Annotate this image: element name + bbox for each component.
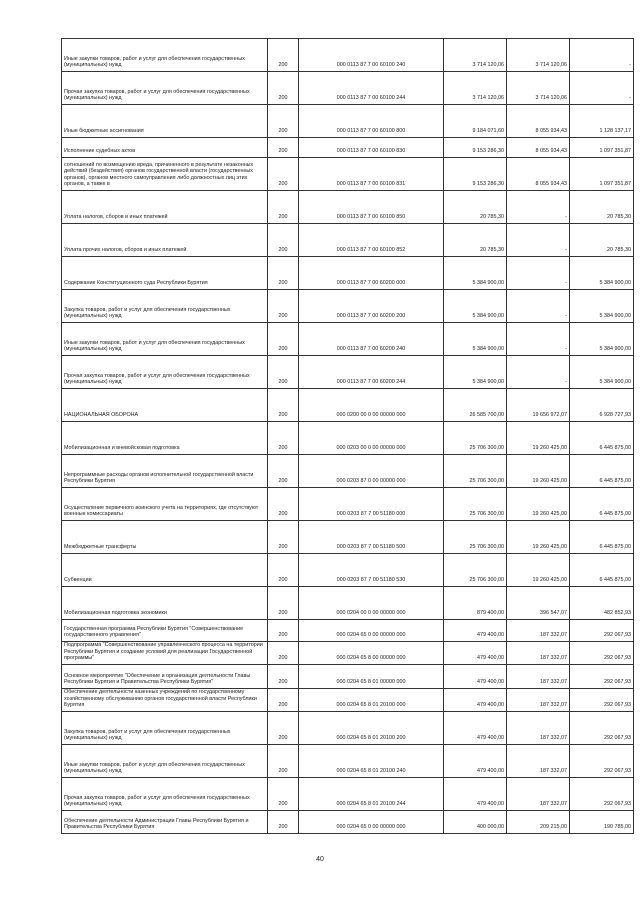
row-name: Иные закупки товаров, работ и услуг для обеспечения государственных (муниципальных) нужд <box>62 323 268 356</box>
row-classification-code: 000 0203 87 7 00 51180 000 <box>299 488 444 521</box>
row-unexecuted-amount: - <box>570 72 634 105</box>
row-unexecuted-amount: 190 785,00 <box>570 811 634 834</box>
row-executed-amount: 187 332,07 <box>507 642 570 665</box>
row-classification-code: 000 0204 00 0 00 00000 000 <box>299 587 444 620</box>
row-name: Иные закупки товаров, работ и услуг для обеспечения государственных (муниципальных) нужд <box>62 39 268 72</box>
row-executed-amount: 3 714 120,06 <box>507 39 570 72</box>
row-unexecuted-amount: 292 067,93 <box>570 778 634 811</box>
row-line-code: 200 <box>268 811 299 834</box>
table-row <box>62 422 634 455</box>
row-classification-code: 000 0113 87 7 00 60200 244 <box>299 356 444 389</box>
row-line-code: 200 <box>268 105 299 138</box>
page-number: 40 <box>316 856 324 863</box>
table-row <box>62 257 634 290</box>
row-executed-amount: 187 332,07 <box>507 778 570 811</box>
row-executed-amount: 8 055 934,43 <box>507 105 570 138</box>
row-name: Исполнение судебных актов <box>62 138 268 158</box>
row-executed-amount: 187 332,07 <box>507 689 570 712</box>
row-classification-code: 000 0113 87 7 00 60100 831 <box>299 158 444 191</box>
row-executed-amount: - <box>507 323 570 356</box>
table-row <box>62 224 634 257</box>
document-page <box>61 38 631 846</box>
row-line-code: 200 <box>268 689 299 712</box>
row-classification-code: 000 0204 65 0 00 00000 000 <box>299 620 444 642</box>
row-approved-amount: 20 785,30 <box>444 224 507 257</box>
row-classification-code: 000 0113 87 7 00 60200 000 <box>299 257 444 290</box>
row-executed-amount: - <box>507 290 570 323</box>
row-unexecuted-amount: 5 384 900,00 <box>570 356 634 389</box>
row-name: Обеспечение деятельности Администрации Главы Республики Бурятия и Правительства Республики Бурятия <box>62 811 268 834</box>
row-classification-code: 000 0204 65 8 01 20100 200 <box>299 712 444 745</box>
row-line-code: 200 <box>268 290 299 323</box>
row-approved-amount: 479 400,00 <box>444 712 507 745</box>
table-row <box>62 712 634 745</box>
row-executed-amount: 8 055 934,43 <box>507 158 570 191</box>
row-approved-amount: 400 000,00 <box>444 811 507 834</box>
row-unexecuted-amount: 292 067,93 <box>570 642 634 665</box>
row-executed-amount: 396 547,07 <box>507 587 570 620</box>
row-line-code: 200 <box>268 138 299 158</box>
row-line-code: 200 <box>268 642 299 665</box>
table-row <box>62 521 634 554</box>
row-approved-amount: 479 400,00 <box>444 745 507 778</box>
row-line-code: 200 <box>268 191 299 224</box>
row-classification-code: 000 0204 65 8 01 20100 240 <box>299 745 444 778</box>
row-approved-amount: 26 585 700,00 <box>444 389 507 422</box>
row-unexecuted-amount: 292 067,93 <box>570 712 634 745</box>
table-row <box>62 642 634 665</box>
row-classification-code: 000 0113 87 7 00 60100 852 <box>299 224 444 257</box>
row-approved-amount: 25 706 300,00 <box>444 521 507 554</box>
row-approved-amount: 5 384 900,00 <box>444 290 507 323</box>
row-approved-amount: 479 400,00 <box>444 778 507 811</box>
row-line-code: 200 <box>268 778 299 811</box>
table-row <box>62 323 634 356</box>
row-executed-amount: 187 332,07 <box>507 745 570 778</box>
table-row <box>62 290 634 323</box>
row-executed-amount: 19 260 425,00 <box>507 422 570 455</box>
table-row <box>62 778 634 811</box>
row-line-code: 200 <box>268 587 299 620</box>
row-executed-amount: - <box>507 224 570 257</box>
row-name: Осуществление первичного воинского учета на территориях, где отсутствуют военные комиссариаты <box>62 488 268 521</box>
row-unexecuted-amount: 1 128 137,17 <box>570 105 634 138</box>
row-unexecuted-amount: 1 097 351,87 <box>570 158 634 191</box>
row-unexecuted-amount: 6 445 875,00 <box>570 554 634 587</box>
row-line-code: 200 <box>268 712 299 745</box>
row-line-code: 200 <box>268 665 299 689</box>
table-row <box>62 455 634 488</box>
table-row <box>62 554 634 587</box>
row-name: Закупка товаров, работ и услуг для обеспечения государственных (муниципальных) нужд <box>62 290 268 323</box>
row-approved-amount: 3 714 120,06 <box>444 72 507 105</box>
row-classification-code: 000 0203 87 0 00 00000 000 <box>299 455 444 488</box>
table-row <box>62 72 634 105</box>
row-approved-amount: 25 706 300,00 <box>444 554 507 587</box>
row-approved-amount: 479 400,00 <box>444 665 507 689</box>
table-row <box>62 745 634 778</box>
row-classification-code: 000 0113 87 7 00 60100 240 <box>299 39 444 72</box>
row-approved-amount: 25 706 300,00 <box>444 422 507 455</box>
row-approved-amount: 879 400,00 <box>444 587 507 620</box>
row-classification-code: 000 0200 00 0 00 00000 000 <box>299 389 444 422</box>
row-unexecuted-amount: 1 097 351,87 <box>570 138 634 158</box>
table-row <box>62 356 634 389</box>
row-name: Непрограммные расходы органов исполнительной государственной власти Республики Бурятия <box>62 455 268 488</box>
row-line-code: 200 <box>268 488 299 521</box>
row-executed-amount: 19 260 425,00 <box>507 521 570 554</box>
row-executed-amount: 187 332,07 <box>507 665 570 689</box>
row-line-code: 200 <box>268 224 299 257</box>
row-unexecuted-amount: 292 067,93 <box>570 665 634 689</box>
table-row <box>62 39 634 72</box>
row-approved-amount: 25 706 300,00 <box>444 455 507 488</box>
row-classification-code: 000 0113 87 7 00 60200 240 <box>299 323 444 356</box>
table-row <box>62 689 634 712</box>
row-approved-amount: 5 384 900,00 <box>444 323 507 356</box>
budget-execution-table <box>61 38 634 834</box>
row-name: Подпрограмма "Совершенствование управленческого процесса на территории Республики Бурятия и создание условий для реализации Государственной программы" <box>62 642 268 665</box>
row-executed-amount: - <box>507 257 570 290</box>
row-name: Уплата налогов, сборов и иных платежей <box>62 191 268 224</box>
row-name: Содержание Конституционного суда Республики Бурятия <box>62 257 268 290</box>
row-unexecuted-amount: 6 445 875,00 <box>570 521 634 554</box>
row-approved-amount: 3 714 120,06 <box>444 39 507 72</box>
table-row <box>62 138 634 158</box>
row-name: Иные бюджетные ассигнования <box>62 105 268 138</box>
row-name: Мобилизационная и вневойсковая подготовка <box>62 422 268 455</box>
row-executed-amount: 19 260 425,00 <box>507 455 570 488</box>
table-row <box>62 389 634 422</box>
row-classification-code: 000 0203 00 0 00 00000 000 <box>299 422 444 455</box>
row-executed-amount: 187 332,07 <box>507 620 570 642</box>
table-row <box>62 105 634 138</box>
row-line-code: 200 <box>268 257 299 290</box>
table-row <box>62 488 634 521</box>
row-classification-code: 000 0204 65 8 01 00000 000 <box>299 665 444 689</box>
row-executed-amount: - <box>507 191 570 224</box>
row-executed-amount: 8 055 934,43 <box>507 138 570 158</box>
table-row <box>62 191 634 224</box>
row-line-code: 200 <box>268 72 299 105</box>
row-line-code: 200 <box>268 39 299 72</box>
row-name: Межбюджетные трансферты <box>62 521 268 554</box>
row-line-code: 200 <box>268 323 299 356</box>
row-approved-amount: 9 184 071,60 <box>444 105 507 138</box>
row-executed-amount: 3 714 120,06 <box>507 72 570 105</box>
row-name: Прочая закупка товаров, работ и услуг для обеспечения государственных (муниципальных) нужд <box>62 72 268 105</box>
row-name: Иные закупки товаров, работ и услуг для обеспечения государственных (муниципальных) нужд <box>62 745 268 778</box>
row-line-code: 200 <box>268 356 299 389</box>
row-name: Основное мероприятие "Обеспечение и организация деятельности Главы Республики Бурятия и Правительства Республики Бурятия" <box>62 665 268 689</box>
row-classification-code: 000 0204 65 8 01 20100 000 <box>299 689 444 712</box>
row-classification-code: 000 0204 65 0 00 00000 000 <box>299 811 444 834</box>
row-unexecuted-amount: 292 067,93 <box>570 745 634 778</box>
row-unexecuted-amount: 6 445 875,00 <box>570 488 634 521</box>
row-unexecuted-amount: 6 928 727,93 <box>570 389 634 422</box>
row-approved-amount: 5 384 900,00 <box>444 257 507 290</box>
row-unexecuted-amount: 20 785,30 <box>570 224 634 257</box>
row-executed-amount: 19 260 425,00 <box>507 554 570 587</box>
row-name: Мобилизационная подготовка экономики <box>62 587 268 620</box>
row-classification-code: 000 0113 87 7 00 60100 244 <box>299 72 444 105</box>
row-line-code: 200 <box>268 455 299 488</box>
row-name: Государственная программа Республики Бурятия "Совершенствование государственного управления" <box>62 620 268 642</box>
row-line-code: 200 <box>268 158 299 191</box>
row-unexecuted-amount: 5 384 900,00 <box>570 290 634 323</box>
row-unexecuted-amount: 292 067,93 <box>570 689 634 712</box>
row-approved-amount: 25 706 300,00 <box>444 488 507 521</box>
row-line-code: 200 <box>268 422 299 455</box>
row-name: сотношений по возмещению вреда, причиненного в результате незаконных действий (бездействия) органов государственной власти (государственных органов), органов местного самоуправления либо должностных лиц этих органов, а также в <box>62 158 268 191</box>
row-name: Прочая закупка товаров, работ и услуг для обеспечения государственных (муниципальных) нужд <box>62 356 268 389</box>
row-unexecuted-amount: 6 445 875,00 <box>570 422 634 455</box>
row-name: Прочая закупка товаров, работ и услуг для обеспечения государственных (муниципальных) нужд <box>62 778 268 811</box>
row-unexecuted-amount: 482 852,93 <box>570 587 634 620</box>
table-row <box>62 620 634 642</box>
row-approved-amount: 9 153 286,30 <box>444 138 507 158</box>
row-line-code: 200 <box>268 389 299 422</box>
table-row <box>62 665 634 689</box>
row-name: Обеспечение деятельности казенных учреждений по государственному хозяйственному обслуживанию органов государственной власти Республики Бурятия <box>62 689 268 712</box>
row-executed-amount: 187 332,07 <box>507 712 570 745</box>
row-approved-amount: 479 400,00 <box>444 620 507 642</box>
row-classification-code: 000 0113 87 7 00 60100 850 <box>299 191 444 224</box>
table-body <box>62 39 634 834</box>
row-classification-code: 000 0203 87 7 00 51180 500 <box>299 521 444 554</box>
row-classification-code: 000 0204 65 8 00 00000 000 <box>299 642 444 665</box>
row-line-code: 200 <box>268 620 299 642</box>
row-classification-code: 000 0204 65 8 01 20100 244 <box>299 778 444 811</box>
row-line-code: 200 <box>268 521 299 554</box>
row-unexecuted-amount: 6 445 875,00 <box>570 455 634 488</box>
row-executed-amount: 209 215,00 <box>507 811 570 834</box>
row-name: Субвенции <box>62 554 268 587</box>
row-classification-code: 000 0113 87 7 00 60200 200 <box>299 290 444 323</box>
row-approved-amount: 5 384 900,00 <box>444 356 507 389</box>
row-unexecuted-amount: 5 384 900,00 <box>570 323 634 356</box>
row-classification-code: 000 0113 87 7 00 60100 800 <box>299 105 444 138</box>
row-unexecuted-amount: 5 384 900,00 <box>570 257 634 290</box>
table-row <box>62 811 634 834</box>
row-approved-amount: 20 785,30 <box>444 191 507 224</box>
row-executed-amount: - <box>507 356 570 389</box>
row-classification-code: 000 0203 87 7 00 51180 530 <box>299 554 444 587</box>
row-executed-amount: 19 656 972,07 <box>507 389 570 422</box>
row-approved-amount: 9 153 286,30 <box>444 158 507 191</box>
row-line-code: 200 <box>268 554 299 587</box>
row-executed-amount: 19 260 425,00 <box>507 488 570 521</box>
row-approved-amount: 479 400,00 <box>444 642 507 665</box>
row-classification-code: 000 0113 87 7 00 60100 830 <box>299 138 444 158</box>
row-unexecuted-amount: 20 785,30 <box>570 191 634 224</box>
row-unexecuted-amount: - <box>570 39 634 72</box>
row-name: Уплата прочих налогов, сборов и иных платежей <box>62 224 268 257</box>
row-approved-amount: 479 400,00 <box>444 689 507 712</box>
row-unexecuted-amount: 292 067,93 <box>570 620 634 642</box>
row-name: НАЦИОНАЛЬНАЯ ОБОРОНА <box>62 389 268 422</box>
row-line-code: 200 <box>268 745 299 778</box>
table-row <box>62 158 634 191</box>
table-row <box>62 587 634 620</box>
row-name: Закупка товаров, работ и услуг для обеспечения государственных (муниципальных) нужд <box>62 712 268 745</box>
